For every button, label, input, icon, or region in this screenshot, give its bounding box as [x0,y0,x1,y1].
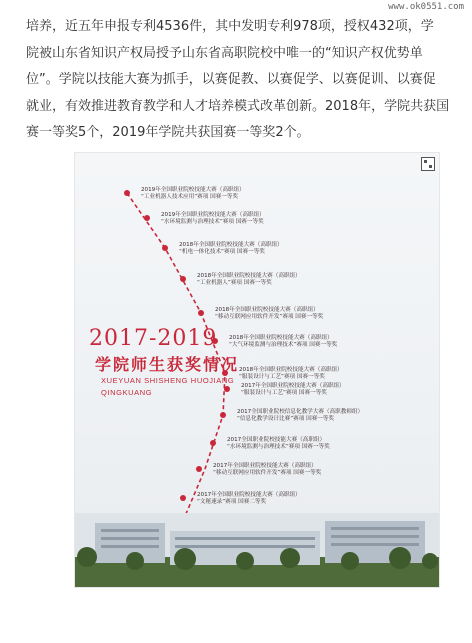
award-entry [213,463,321,477]
poster-pinyin [101,375,261,399]
timeline-dot [162,245,168,251]
award-detail: “工业机器人”赛项 国赛一等奖 [197,280,272,287]
paragraph-line: 赛一等奖5个，2019年学院共获国赛一等奖2个。 [26,125,310,140]
award-entry [229,335,337,349]
award-detail: “大气环境监测与治理技术”赛项 国赛一等奖 [229,342,338,349]
paragraph-line: 培养，近五年申报专利4536件，其中发明专利978项，授权432项，学 [26,19,434,34]
poster-title: 学院师生获奖情况 [95,355,240,374]
award-detail: “水环境监测与治理技术”赛项 国赛一等奖 [161,219,264,226]
award-entry [197,273,301,287]
award-detail: “信息化教学设计比赛”赛项 国赛一等奖 [237,416,335,423]
award-detail: “服装设计与工艺”赛项 国赛一等奖 [241,390,327,397]
award-title: 2017年全国职业院校技能大赛（高职组） [197,492,301,498]
timeline-dot [144,215,150,221]
paragraph-line: 位”。学院以技能大赛为抓手，以赛促教、以赛促学、以赛促训、以赛促 [26,72,436,87]
award-title: 2019年全国职业院校技能大赛（高职组） [161,212,265,218]
award-title: 2018年全国职业院校技能大赛（高职组） [229,335,333,341]
watermark-text: www.ok0551.com [388,2,464,12]
award-entry [227,437,330,451]
award-detail: “文秘速录”赛项 国赛二等奖 [197,499,267,506]
pinyin-line-2: QINGKUANG [101,388,153,397]
timeline-dot [220,412,226,418]
award-detail: “移动互联网应用软件开发”赛项 国赛一等奖 [213,470,322,477]
award-detail: “机电一体化技术”赛项 国赛一等奖 [179,249,265,256]
awards-poster [74,152,440,588]
pinyin-line-1: XUEYUAN SHISHENG HUOJIANG [101,376,235,385]
award-title: 2018年全国职业院校技能大赛（高职组） [197,273,301,279]
award-title: 2019年全国职业院校技能大赛（高职组） [141,187,245,193]
award-entry [215,307,323,321]
award-title: 2017年全国职业院校技能大赛（高职组） [213,463,317,469]
timeline-dot [196,466,202,472]
award-detail: “工业机器人技术应用”赛项 国赛一等奖 [141,194,239,201]
poster-title-years: 2017-2019 [89,326,218,351]
award-entry [179,242,283,256]
award-entry [161,212,265,226]
award-title: 2017年全国职业院校技能大赛（高职组） [241,383,345,389]
award-title: 2017全国职业院校技能大赛（高职组） [227,437,326,443]
award-detail: “移动互联网应用软件开发”赛项 国赛一等奖 [215,314,324,321]
award-detail: “服装设计与工艺”赛项 国赛一等奖 [239,374,325,381]
award-entry [237,409,363,423]
award-title: 2018年全国职业院校技能大赛（高职组） [215,307,319,313]
campus-building-image [75,513,439,587]
award-entry [197,492,301,506]
award-title: 2017全国职业院校信息化教学大赛（高职教师组） [237,409,364,415]
award-title: 2018年全国职业院校技能大赛（高职组） [179,242,283,248]
timeline-dot [198,310,204,316]
award-detail: “水环境监测与治理技术”赛项 国赛一等奖 [227,444,330,451]
award-entry [141,187,245,201]
timeline-dot [180,495,186,501]
timeline-dot [124,190,130,196]
timeline-dot [210,440,216,446]
paragraph-line: 就业，有效推进教育教学和人才培养模式改革创新。2018年，学院共获国 [26,98,450,114]
paragraph-line: 院被山东省知识产权局授予山东省高职院校中唯一的“知识产权优势单 [26,45,423,61]
award-title: 2018年全国职业院校技能大赛（高职组） [239,367,343,373]
timeline-dot [180,276,186,282]
body-paragraph [26,14,458,147]
